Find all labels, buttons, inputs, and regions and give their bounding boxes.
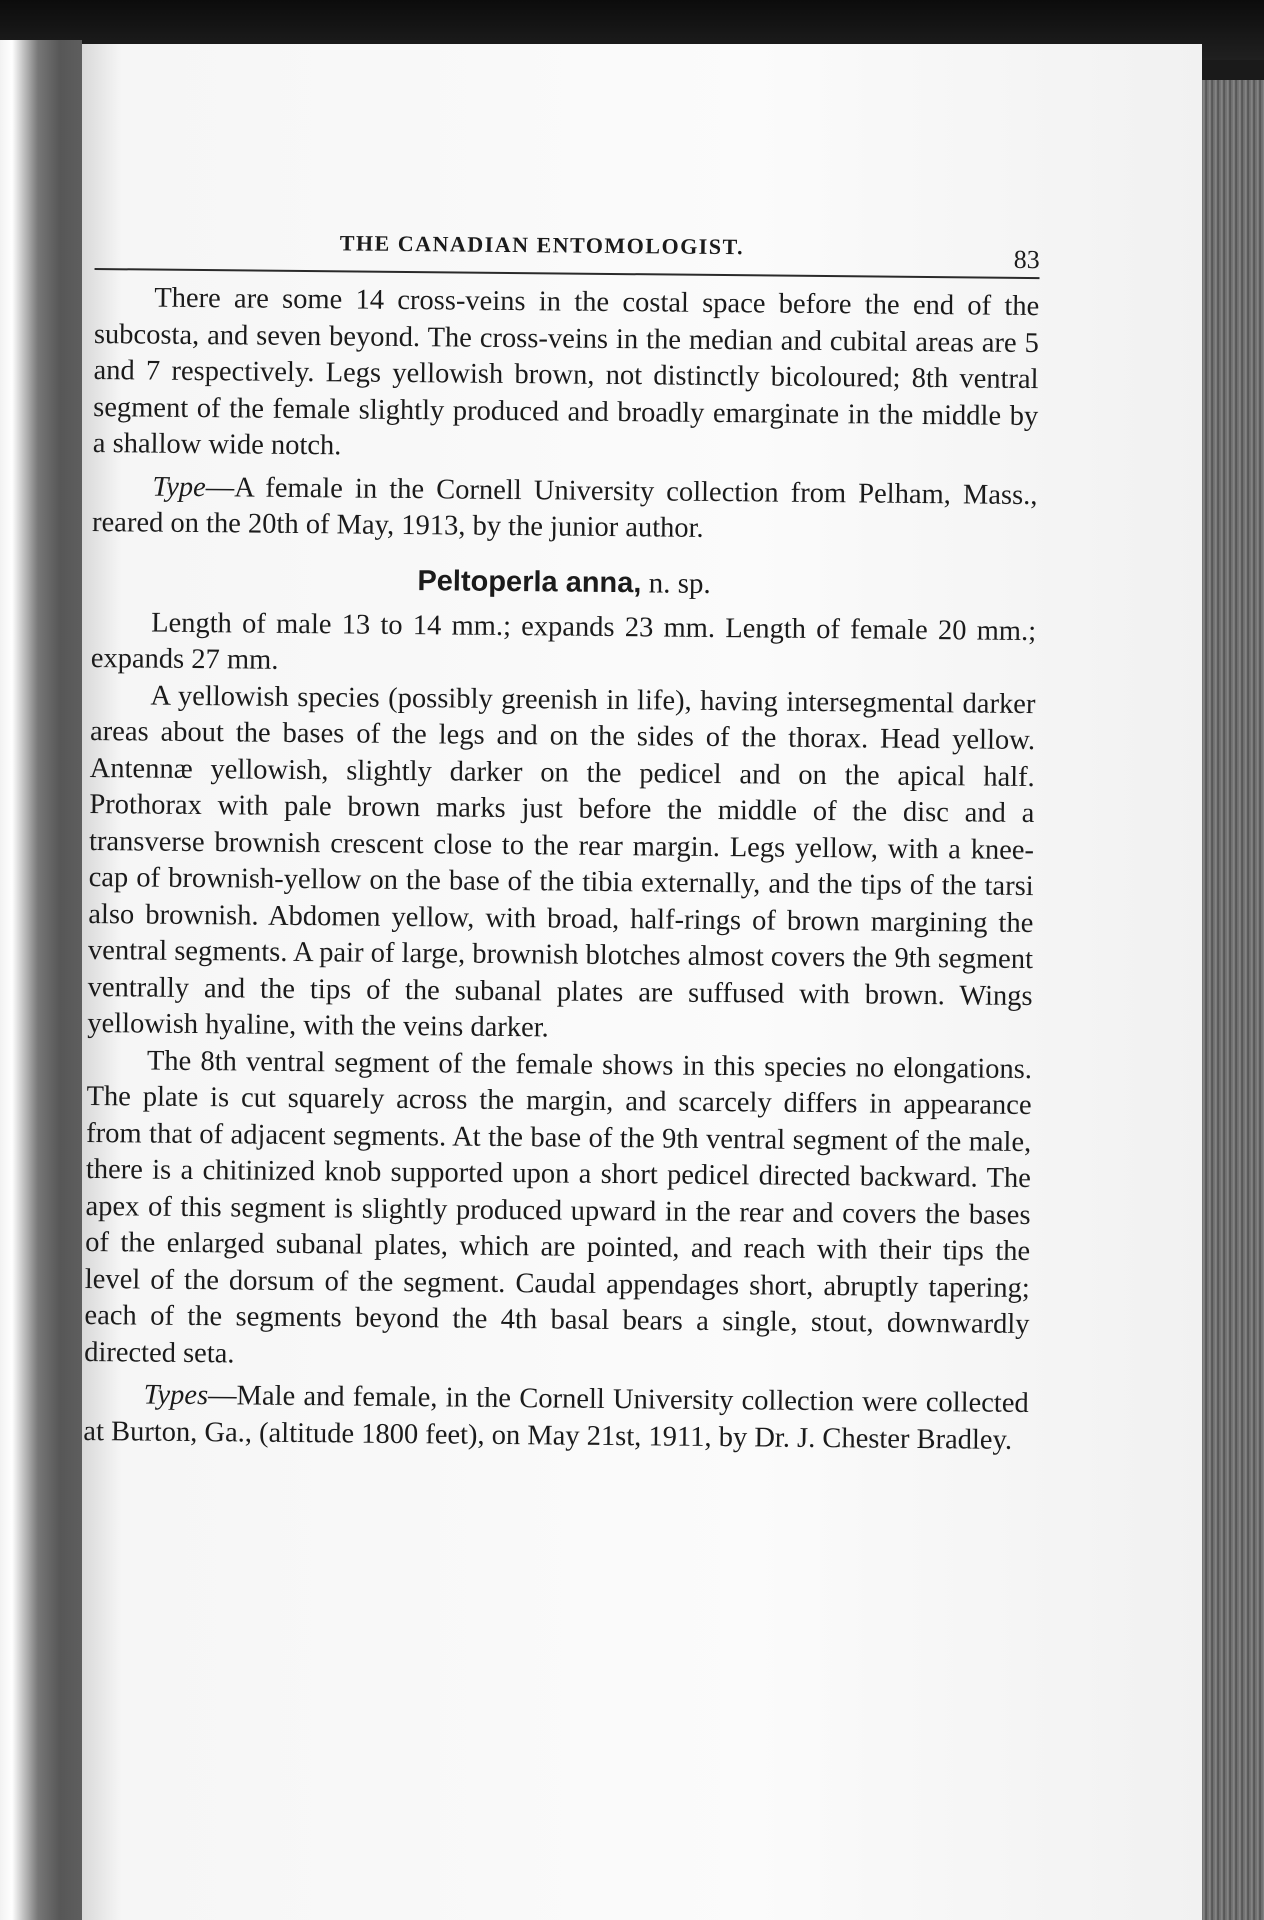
paragraph-description: A yellowish species (possibly greenish in life), having intersegmental darker areas about the bases of the legs and on the sides of the thorax. Head yellow. Antennæ yellowish, slightly darker on the pedicel and on the apical half. Prothorax with pale brown marks just before the middle of the disc and a transverse brownish crescent close to the rear margin. Legs yellow, with a knee-cap of brownish-yellow on the base of the tibia externally, and the tips of the tarsi also brownish. Abdomen yellow, with broad, half-rings of brown margining the ventral segments. A pair of large, brownish blotches almost covers the 9th segment ventrally and the tips of the subanal plates are suffused with brown. Wings yellowish hyaline, with the veins darker. — [87, 680, 1036, 1044]
types-text: —Male and female, in the Cornell University collection were collected at Burton, Ga., (altitude 1800 feet), on May 21st, 1911, by Dr. J. Chester Bradley. — [83, 1380, 1029, 1456]
types-label: Types — [143, 1379, 209, 1412]
type-label: Type — [152, 471, 206, 503]
paragraph-segments: The 8th ventral segment of the female shows in this species no elongations. The plate is cut squarely across the margin, and scarcely differs in appearance from that of adjacent segments. At the base of the 9th ventral segment of the male, there is a chitinized knob supported upon a short pedicel directed backward. The apex of this segment is slightly produced upward in the rear and covers the bases of the enlarged subanal plates, which are pointed, and reach with their tips the level of the dorsum of the segment. Caudal appendages short, abruptly tapering; each of the segments beyond the 4th basal bears a single, stout, downwardly directed seta. — [84, 1045, 1033, 1369]
paragraph-types — [83, 1377, 1029, 1459]
running-title: THE CANADIAN ENTOMOLOGIST. — [339, 230, 745, 260]
binding-gutter — [0, 40, 82, 1920]
page-text-block — [83, 222, 1040, 1459]
paragraph-type — [92, 468, 1038, 550]
species-heading — [91, 561, 1036, 603]
page-stack-edge — [1202, 80, 1264, 1920]
paragraph-length: Length of male 13 to 14 mm.; expands 23 mm. Length of female 20 mm.; expands 27 mm. — [90, 607, 1037, 676]
type-text: —A female in the Cornell University collection from Pelham, Mass., reared on the 20th of May, 1913, by the junior author. — [91, 471, 1038, 544]
running-head — [95, 222, 1040, 279]
paragraph-venation: There are some 14 cross-veins in the costal space before the end of the subcosta, and seven beyond. The cross-veins in the median and cubital areas are 5 and 7 respectively. Legs yellowish brown, not distinctly bicoloured; 8th ventral segment of the female slightly produced and broadly emarginate in the middle by a shallow wide notch. — [92, 282, 1040, 462]
species-suffix: n. sp. — [641, 566, 711, 600]
page-number: 83 — [1013, 244, 1040, 275]
body-text — [83, 280, 1039, 1459]
species-name: Peltoperla anna, — [417, 564, 642, 599]
